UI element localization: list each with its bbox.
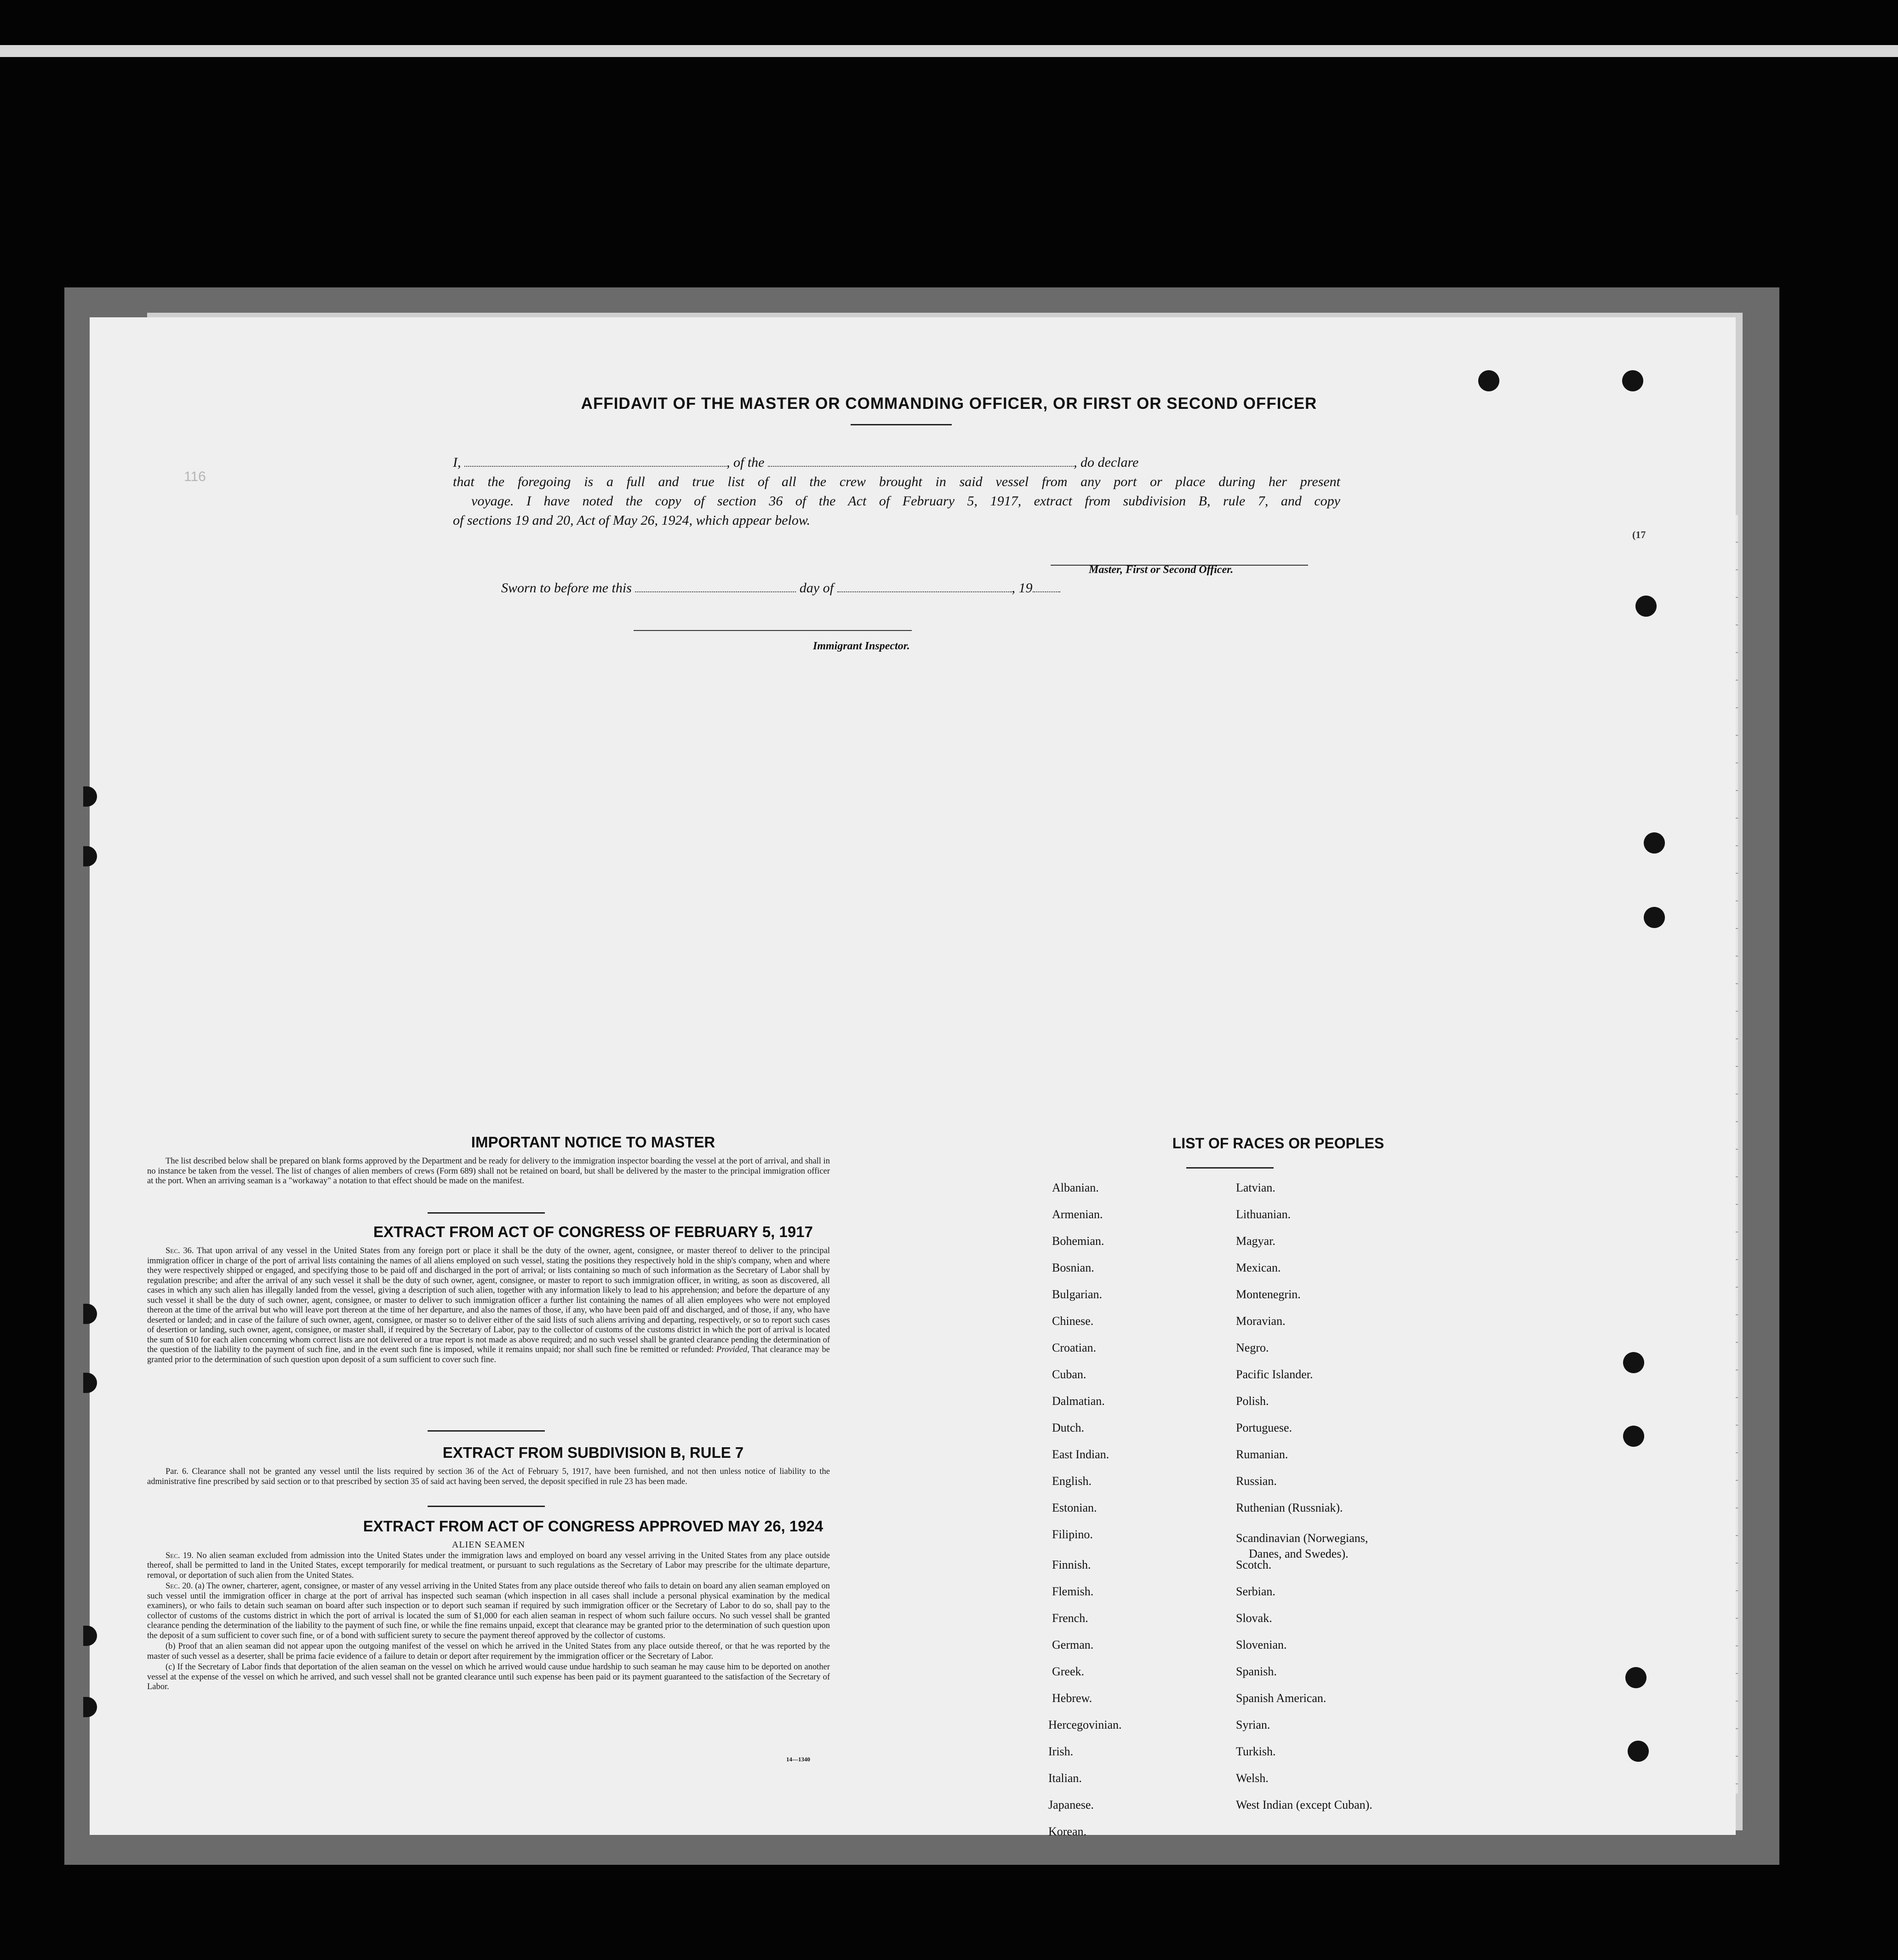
race-item: Slovenian. (1236, 1638, 1287, 1651)
sec-20-label: Sec. 20. (166, 1582, 193, 1591)
extract-1924-body (147, 1538, 830, 1693)
race-item: Syrian. (1236, 1718, 1270, 1731)
race-item: Croatian. (1052, 1341, 1097, 1354)
affidavit-of-the: , of the (726, 455, 765, 470)
punch-hole (1628, 1741, 1649, 1762)
sec-36-text: That upon arrival of any vessel in the United States from any foreign port or place it shall be the duty of the owner, agent, consignee, or master thereof to deliver to the principal immigration officer in charge of the port of arrival lists containing the names of all aliens employed on such vessel, stating the positions they respectively hold in the ship's company, when and where they were respectively shipped or engaged, and specifying those to be paid off and discharged in the port of arrival; or lists containing so much of such information as the Secretary of Labor shall by regulation prescribe; and after the arrival of any such vessel it shall be the duty of such owner, agent, consignee, or master to report to such immigration officer, in writing, as soon as discovered, all cases in which any such alien has illegally landed from the vessel, giving a description of such alien, together with any information likely to lead to his apprehension; and before the departure of any such vessel it shall be the duty of such owner, agent, consignee, or master to deliver to such immigration officer a further list containing the names of all alien employees who were not employed thereon at the time of the arrival but who will leave port thereon at the time of her departure, and also the names of those, if any, who have been paid off and discharged, and of those, if any, who have deserted or landed; and in case of the failure of such owner, agent, consignee, or master so to deliver either of the said lists of such aliens arriving and departing, respectively, or so to report such cases of desertion or landing, such owner, agent, consignee, or master shall, if required by the Secretary of Labor, pay to the collector of customs of the customs district in which the port of arrival is located the sum of $10 for each alien concerning whom correct lists are not delivered or a true report is not made as above required; and no such vessel shall be granted clearance pending the determination of the question of the liability to the payment of such fine, and in the event such fine is imposed, while it remains unpaid; nor shall such fine be remitted or refunded: (147, 1246, 830, 1354)
race-item: Dutch. (1052, 1421, 1085, 1434)
punch-hole (1623, 1352, 1644, 1373)
divider (428, 1506, 545, 1507)
race-item: Greek. (1052, 1665, 1085, 1678)
race-item: Filipino. (1052, 1528, 1093, 1541)
left-margin-number: 116 (184, 469, 206, 484)
race-item: Serbian. (1236, 1585, 1275, 1598)
race-item: Finnish. (1052, 1558, 1091, 1571)
race-item: Estonian. (1052, 1501, 1097, 1514)
sec-19-text: No alien seaman excluded from admission into the United States under the immigration laws and employed on board any vessel arriving in the United States from any place outside thereof, shall be permitted to land in the United States, except temporarily for medical treatment, or pursuant to such regulations as the Secretary of Labor may prescribe for the ultimate departure, removal, or deportation of such alien from the United States. (147, 1551, 830, 1580)
sworn-year-field[interactable] (1033, 582, 1060, 592)
inspector-caption: Immigrant Inspector. (813, 640, 910, 652)
sec-20b: (b) Proof that an alien seaman did not appear upon the outgoing manifest of the vessel on which he arrived in the United States from any place outside thereof, or that he was reported by the master of such vessel as a deserter, shall be prima facie evidence of a failure to detain or deport after requirement by the immigration officer or the Secretary of Labor. (147, 1642, 830, 1661)
punch-hole (1644, 832, 1665, 854)
race-item: Ruthenian (Russniak). (1236, 1501, 1343, 1514)
race-item: Danes, and Swedes). (1249, 1547, 1349, 1560)
extract-1917-text (147, 1246, 830, 1365)
race-item: Negro. (1236, 1341, 1269, 1354)
affidavit-line-3: voyage. I have noted the copy of section 36 of the Act of February 5, 1917, extract from subdivision B, rule 7, and copy (471, 493, 1340, 509)
races-title: LIST OF RACES OR PEOPLES (1172, 1135, 1384, 1152)
proviso-word: Provided, (716, 1345, 749, 1354)
race-item: Scandinavian (Norwegians, (1236, 1531, 1368, 1545)
sworn-month-field[interactable] (837, 582, 1012, 592)
form-number: 14—1340 (786, 1756, 810, 1763)
punch-hole (1625, 1667, 1646, 1688)
punch-hole (83, 1373, 97, 1393)
race-item: Chinese. (1052, 1314, 1094, 1328)
affidavit-line-2: that the foregoing is a full and true list of all the crew brought in said vessel from any port or place during her present (453, 474, 1340, 489)
affidavit-line-1 (453, 453, 1340, 472)
sworn-line (501, 580, 1060, 596)
affidavit-body (453, 453, 1340, 530)
race-item: Armenian. (1052, 1208, 1103, 1221)
notice-body (147, 1157, 830, 1187)
inspector-signature-line[interactable] (634, 630, 912, 631)
race-item: Irish. (1048, 1745, 1074, 1758)
race-item: Albanian. (1052, 1181, 1099, 1194)
race-item: Magyar. (1236, 1234, 1275, 1248)
affidavit-line-4: of sections 19 and 20, Act of May 26, 1924, which appear below. (453, 513, 811, 528)
rule-7-title: EXTRACT FROM SUBDIVISION B, RULE 7 (442, 1444, 744, 1461)
race-item: Russian. (1236, 1474, 1277, 1488)
rule-7-text: Par. 6. Clearance shall not be granted any vessel until the lists required by section 36 of the Act of February 5, 1917, have been furnished, and not then unless notice of liability to the administrative fine prescribed by said section or to that prescribed by section 35 of said act having been served, the deposit specified in rule 23 has been made. (147, 1467, 830, 1486)
notice-text: The list described below shall be prepared on blank forms approved by the Department and be ready for delivery to the immigration inspector boarding the vessel at the port of arrival, and shall in no instance be taken from the vessel. The list of changes of alien members of crews (Form 689) shall not be retained on board, but shall be delivered by the master to the principal immigration officer at the port. When an arriving seaman is a "workaway" a notation to that effect should be made on the manifest. (147, 1157, 830, 1186)
sworn-day-field[interactable] (635, 582, 796, 592)
punch-hole (83, 1626, 97, 1646)
sworn-year: , 19 (1012, 580, 1033, 596)
punch-hole (83, 1304, 97, 1324)
film-edge-strip (0, 45, 1898, 57)
punch-hole (83, 1697, 97, 1717)
race-item: East Indian. (1052, 1448, 1109, 1461)
notice-title: IMPORTANT NOTICE TO MASTER (471, 1134, 715, 1151)
punch-hole (83, 786, 97, 807)
rule-7-body (147, 1467, 830, 1488)
punch-hole (1478, 370, 1499, 391)
punch-hole (1622, 370, 1643, 391)
race-item: Slovak. (1236, 1611, 1272, 1625)
race-item: Japanese. (1048, 1798, 1094, 1811)
race-item: French. (1052, 1611, 1088, 1625)
race-item: Welsh. (1236, 1771, 1269, 1785)
race-item: Flemish. (1052, 1585, 1094, 1598)
race-item: Montenegrin. (1236, 1288, 1301, 1301)
affidavit-i: I, (453, 455, 461, 470)
race-item: Lithuanian. (1236, 1208, 1291, 1221)
race-item: Scotch. (1236, 1558, 1272, 1571)
punch-hole (1635, 596, 1657, 617)
race-item: Portuguese. (1236, 1421, 1292, 1434)
sworn-prefix: Sworn to before me this (501, 580, 632, 596)
sworn-day-of: day of (799, 580, 834, 596)
race-item: Moravian. (1236, 1314, 1286, 1328)
race-item: Bohemian. (1052, 1234, 1104, 1248)
race-item: English. (1052, 1474, 1092, 1488)
race-item: Cuban. (1052, 1368, 1086, 1381)
affidavit-title: AFFIDAVIT OF THE MASTER OR COMMANDING OFFICER, OR FIRST OR SECOND OFFICER (581, 395, 1317, 413)
race-item: Korean. (1048, 1825, 1087, 1838)
race-item: Dalmatian. (1052, 1394, 1105, 1408)
race-item: Bulgarian. (1052, 1288, 1103, 1301)
race-item: Hebrew. (1052, 1691, 1092, 1705)
alien-seamen-subtitle: ALIEN SEAMEN (452, 1540, 526, 1550)
extract-1924-title: EXTRACT FROM ACT OF CONGRESS APPROVED MAY 26, 1924 (363, 1518, 823, 1535)
race-item: Hercegovinian. (1048, 1718, 1122, 1731)
race-item: Turkish. (1236, 1745, 1276, 1758)
vessel-field[interactable] (768, 457, 1074, 467)
extract-1917-title: EXTRACT FROM ACT OF CONGRESS OF FEBRUARY 5, 1917 (373, 1223, 813, 1240)
race-item: West Indian (except Cuban). (1236, 1798, 1372, 1811)
punch-hole (1623, 1426, 1644, 1447)
race-item: German. (1052, 1638, 1094, 1651)
extract-1917-body (147, 1246, 830, 1366)
sec-19-label: Sec. 19. (166, 1551, 194, 1560)
race-item: Polish. (1236, 1394, 1269, 1408)
sec-20a (147, 1582, 830, 1641)
punch-hole (1644, 907, 1665, 928)
sec-20a-text: (a) The owner, charterer, agent, consignee, or master of any vessel arriving in the United States from any place outside thereof who fails to detain on board any alien seaman employed on such vessel until the immigration officer in charge at the port of arrival has inspected such seaman (which inspection in all cases shall include a personal physical examination by the medical examiners), or who fails to detain such seaman on board after such inspection or to deport such seaman if required by such immigration officer or the Secretary of Labor to do so, shall pay to the collector of customs of the customs district in which the port of arrival is located the sum of $1,000 for each alien seaman in respect of whom such failure occurs. No such vessel shall be granted clearance pending the determination of the liability to the payment of such fine, or while the fine remains unpaid, except that clearance may be granted prior to the determination of such question upon the deposit of a sum sufficient to cover such fine, or of a bond with sufficient surety to secure the payment thereof approved by the collector of customs. (147, 1582, 830, 1640)
race-item: Latvian. (1236, 1181, 1275, 1194)
affidavit-declare: , do declare (1074, 455, 1139, 470)
race-item: Rumanian. (1236, 1448, 1288, 1461)
race-item: Pacific Islander. (1236, 1368, 1313, 1381)
page-number-mark: (17 (1632, 529, 1646, 540)
punch-hole (83, 846, 97, 866)
master-caption: Master, First or Second Officer. (1089, 564, 1234, 576)
sec-19 (147, 1551, 830, 1581)
race-item: Spanish. (1236, 1665, 1277, 1678)
divider (428, 1212, 545, 1214)
name-field[interactable] (464, 457, 726, 467)
race-item: Mexican. (1236, 1261, 1281, 1274)
proviso-text: That clearance may be granted prior to the determination of such question upon deposit of a sum sufficient to cover such fine. (147, 1345, 830, 1364)
race-item: Spanish American. (1236, 1691, 1326, 1705)
sec-36-label: Sec. 36. (166, 1246, 194, 1255)
sec-20c: (c) If the Secretary of Labor finds that deportation of the alien seaman on the vessel on which he arrived would cause undue hardship to such seaman he may cause him to be deported on another vessel at the expense of the vessel on which he arrived, and such vessel shall not be granted clearance until such expense has been paid or its payment guaranteed to the satisfaction of the Secretary of Labor. (147, 1662, 830, 1691)
divider (851, 424, 952, 425)
divider (428, 1430, 545, 1432)
race-item: Bosnian. (1052, 1261, 1094, 1274)
divider (1186, 1167, 1274, 1169)
race-item: Italian. (1048, 1771, 1082, 1785)
